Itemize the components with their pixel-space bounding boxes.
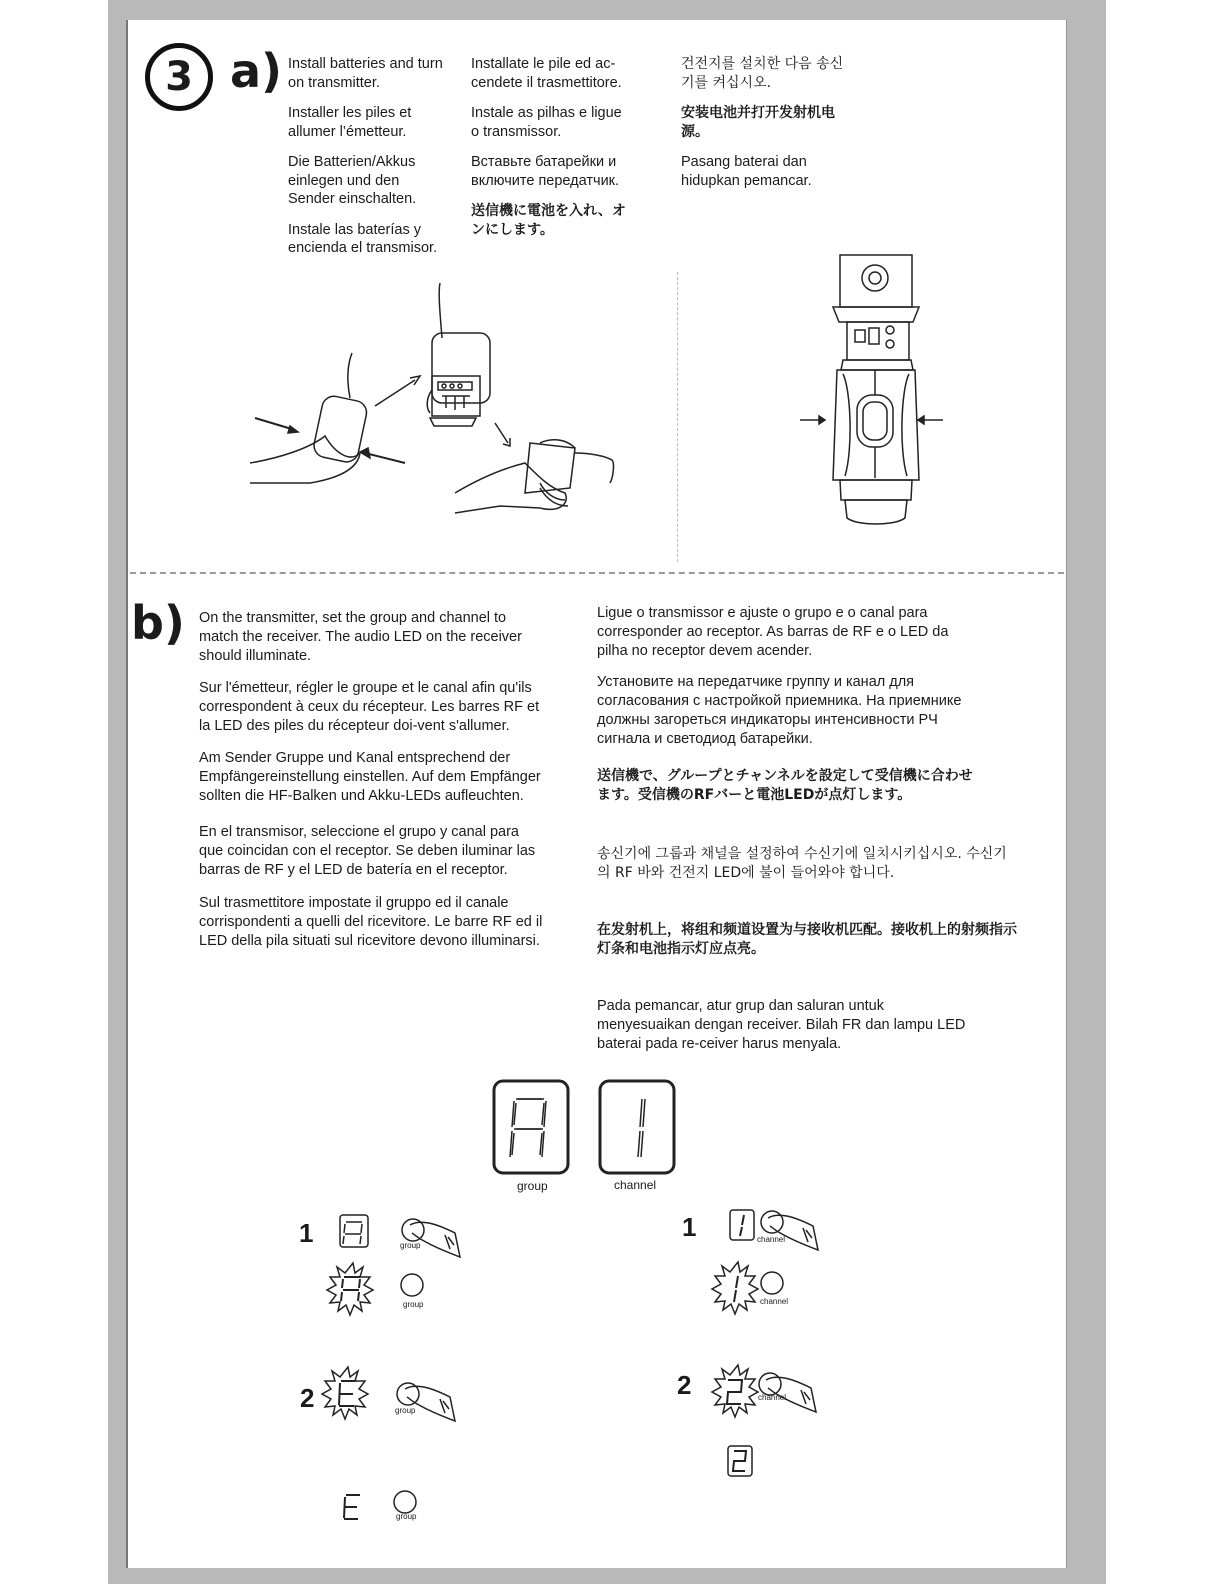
channel-step-2-number: 2	[677, 1370, 692, 1400]
scan-margin-left	[0, 0, 108, 1584]
step-number-badge: 3	[145, 43, 213, 111]
instruction-b-it: Sul trasmettitore impostate il gruppo ed il canale corrispondenti a quelli del ricevitore. Le barre RF ed il LED della pila situati sul ricevitore devono illuminarsi.	[199, 895, 543, 949]
instruction-pt: Instale as pilhas e ligue o transmissor.	[471, 105, 622, 140]
instruction-b-es: En el transmisor, seleccione el grupo y canal para que coincidan con el receptor. Se deben iluminar las barras de RF y el LED de batería en el receptor.	[199, 824, 536, 878]
section-a-column-1	[288, 55, 448, 270]
scan-margin-right	[1106, 0, 1224, 1584]
group-label: group	[517, 1179, 548, 1193]
part-b-label: b)	[131, 596, 185, 650]
group-digit-segments	[510, 1099, 546, 1157]
instruction-fr: Installer les piles et allumer l’émetteur.	[288, 105, 412, 140]
bodypack-battery-illustration	[240, 278, 620, 538]
section-divider	[130, 572, 1064, 574]
group-step-1-number: 1	[299, 1218, 314, 1248]
part-a-label: a)	[230, 44, 283, 98]
instruction-ru: Вставьте батарейки и включите передатчик.	[471, 154, 620, 189]
instruction-ja: 送信機に電池を入れ、オンにします。	[471, 203, 626, 238]
channel-button-label-2: channel	[760, 1297, 789, 1306]
group-button-label-4: group	[396, 1512, 417, 1521]
channel-button-label-3: channel	[758, 1393, 787, 1402]
section-b-left-column	[199, 609, 544, 965]
instruction-b-en: On the transmitter, set the group and channel to match the receiver. The audio LED on the receiver should illuminate.	[199, 610, 522, 664]
group-button-label-1: group	[400, 1241, 421, 1250]
instruction-b-ko: 송신기에 그룹과 채널을 설정하여 수신기에 일치시키십시오. 수신기의 RF 바와 건전지 LED에 불이 들어와야 합니다.	[597, 846, 1007, 881]
instruction-en: Install batteries and turn on transmitter.	[288, 56, 443, 91]
instruction-b-pt: Ligue o transmissor e ajuste o grupo e o canal para corresponder ao receptor. As barras de RF e o LED da pilha no receptor devem acender.	[597, 605, 949, 659]
instruction-b-de: Am Sender Gruppe und Kanal entsprechend der Empfängereinstellung einstellen. Auf dem Empfänger sollten die HF-Balken und Akku-LEDs aufleuchten.	[199, 750, 541, 804]
section-a-column-2	[471, 55, 631, 251]
group-step-2-number: 2	[300, 1383, 315, 1413]
instruction-id: Pasang baterai dan hidupkan pemancar.	[681, 154, 812, 189]
instruction-zh: 安装电池并打开发射机电源。	[681, 105, 835, 140]
instruction-es: Instale las baterías y encienda el transmisor.	[288, 221, 438, 256]
illustration-separator	[677, 272, 678, 562]
instruction-it: Installate le pile ed ac-cendete il trasmettitore.	[471, 56, 622, 91]
instruction-b-zh: 在发射机上，将组和频道设置为与接收机匹配。接收机上的射频指示灯条和电池指示灯应点亮。	[597, 922, 1017, 957]
group-channel-display	[490, 1077, 680, 1177]
group-steps-illustration	[320, 1205, 480, 1530]
section-a-column-3	[681, 55, 846, 202]
channel-digit-segments	[638, 1099, 645, 1157]
channel-step-1-number: 1	[682, 1212, 697, 1242]
instruction-b-ja: 送信機で、グループとチャンネルを設定して受信機に合わせます。受信機のRFバーと電池LEDが点灯します。	[597, 768, 973, 803]
instruction-b-ru: Установите на передатчике группу и канал для согласования с настройкой приемника. На приемнике должны загореться индикаторы интенсивности РЧ сигнала и светодиод батарейки.	[597, 674, 962, 747]
instruction-de: Die Batterien/Akkus einlegen und den Sender einschalten.	[288, 154, 417, 207]
channel-button-label-1: channel	[757, 1235, 786, 1244]
section-b-right-column	[597, 604, 1017, 1068]
instruction-b-fr: Sur l'émetteur, régler le groupe et le canal afin qu'ils correspondent à ceux du récepteur. Les barres RF et la LED des piles du récepteur doi-vent s'allumer.	[199, 680, 540, 734]
handheld-battery-illustration	[795, 250, 955, 530]
instruction-b-id: Pada pemancar, atur grup dan saluran untuk menyesuaikan dengan receiver. Bilah FR dan lampu LED baterai pada re-ceiver harus menyala.	[597, 998, 966, 1052]
group-button-label-2: group	[403, 1300, 424, 1309]
channel-label: channel	[614, 1178, 657, 1192]
instruction-ko: 건전지를 설치한 다음 송신기를 켜십시오.	[681, 56, 844, 91]
group-button-label-3: group	[395, 1406, 416, 1415]
